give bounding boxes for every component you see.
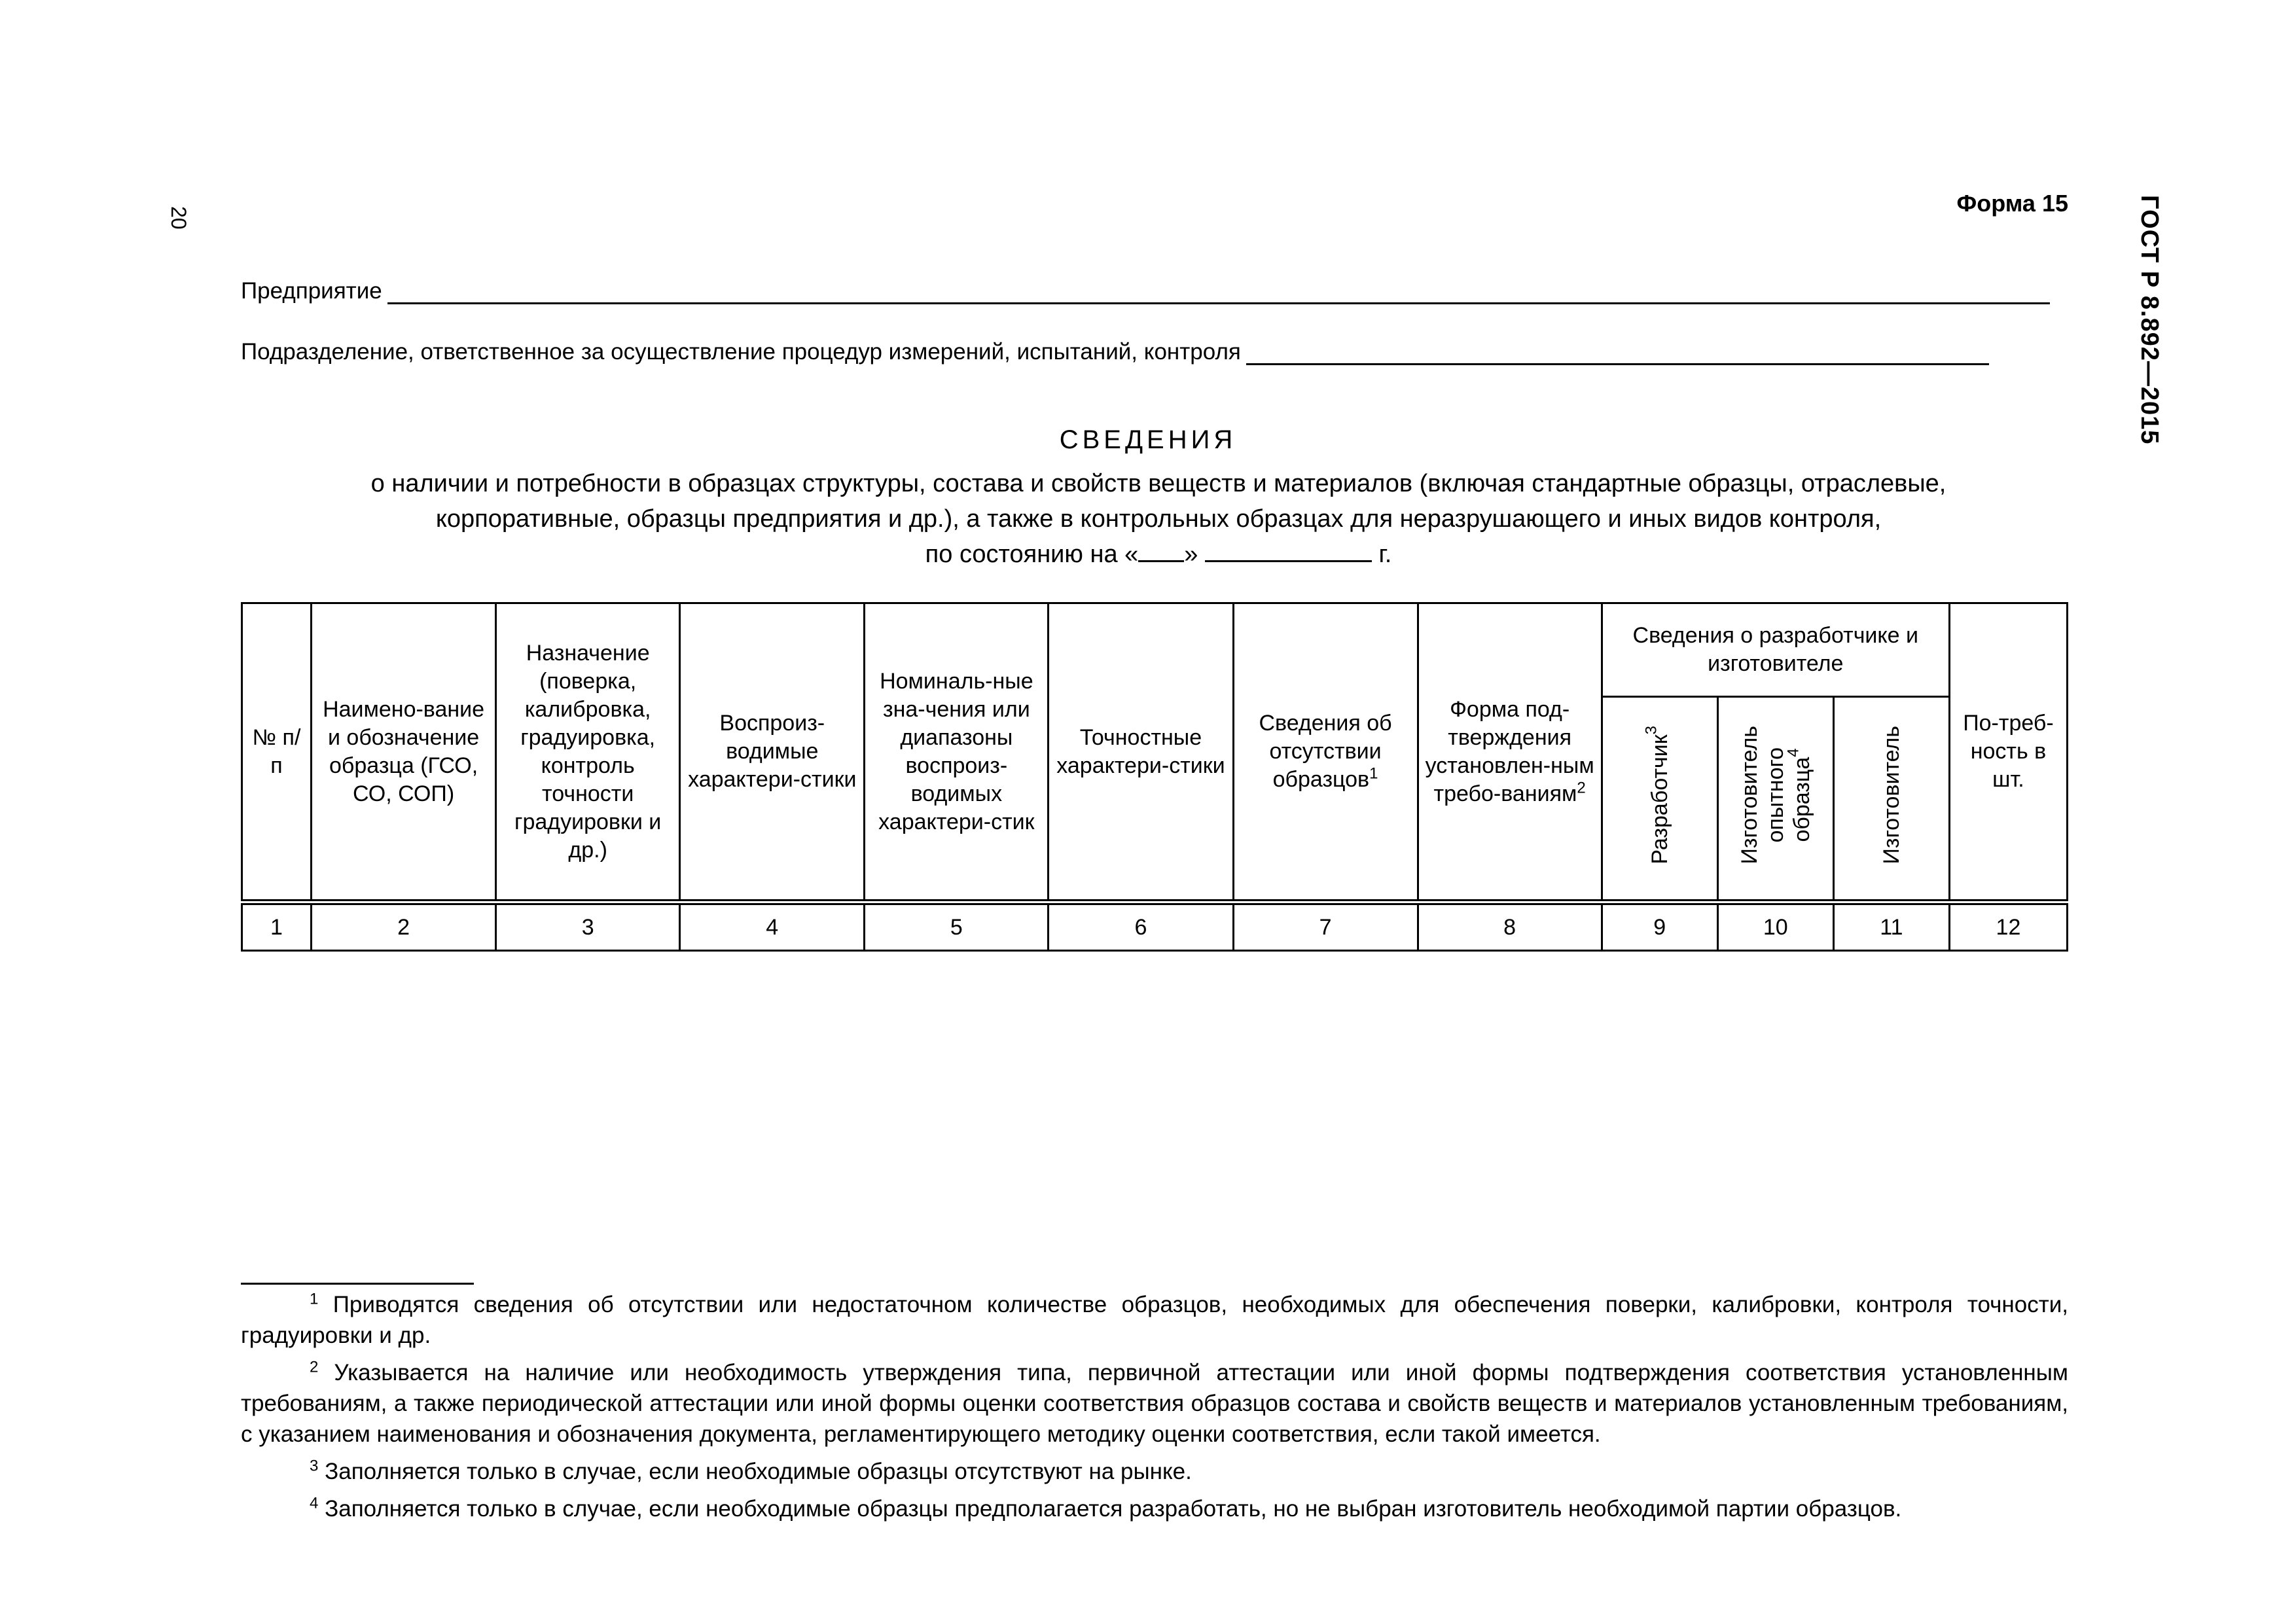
enterprise-input-line[interactable] xyxy=(387,281,2050,304)
header-prototype-maker-line-1: Изготовитель xyxy=(1736,725,1762,865)
header-confirmation-form xyxy=(1418,603,1602,902)
footnote-3-number: 3 xyxy=(310,1457,319,1475)
standard-code: ГОСТ Р 8.892—2015 xyxy=(2136,195,2163,445)
header-absence-info xyxy=(1233,603,1418,902)
footnote-1-text: Приводятся сведения об отсутствии или недостаточном количестве образцов, необходимых для обеспечения поверки, калибровки, контроля точности, градуировки и др. xyxy=(241,1292,2068,1348)
column-number: 1 xyxy=(242,902,312,951)
footnote-1-number: 1 xyxy=(310,1290,319,1308)
footnote-3-text: Заполняется только в случае, если необходимые образцы отсутствуют на рынке. xyxy=(325,1459,1192,1484)
column-number-row xyxy=(242,902,2068,951)
subdivision-field-row xyxy=(241,339,1989,365)
column-number: 6 xyxy=(1049,902,1233,951)
subtitle-line-3 xyxy=(275,537,2042,572)
column-number: 12 xyxy=(1949,902,2067,951)
subdivision-input-line[interactable] xyxy=(1246,342,1989,365)
footnote-2-text: Указывается на наличие или необходимость утверждения типа, первичной аттестации или иной формы подтверждения соответствия установленным требованиям, а также периодической аттестации или иной формы оценки соответствия образцов состава и свойств веществ и материалов установленным требованиям, с указанием наименования и обозначения документа, регламентирующего методику оценки соответствия, если такой имеется. xyxy=(241,1360,2068,1447)
date-suffix: г. xyxy=(1378,541,1392,568)
footnote-4 xyxy=(241,1493,2068,1524)
header-row-number: № п/п xyxy=(242,603,312,902)
date-mid: » xyxy=(1184,541,1198,568)
enterprise-label: Предприятие xyxy=(241,278,382,304)
document-subtitle xyxy=(275,466,2042,572)
header-prototype-maker xyxy=(1717,697,1833,902)
subtitle-line-2: корпоративные, образцы предприятия и др.), а также в контрольных образцах для неразрушающего и иных видов контроля, xyxy=(435,505,1882,533)
header-absence-info-text: Сведения об отсутствии образцов xyxy=(1259,711,1392,792)
header-manufacturer-vertical: Изготовитель xyxy=(1878,725,1904,865)
subtitle-line-1: о наличии и потребности в образцах структуры, состава и свойств веществ и материалов (включая стандартные образцы, отраслевые, xyxy=(370,470,1946,497)
header-demand: По-треб-ность в шт. xyxy=(1949,603,2067,902)
column-number: 10 xyxy=(1717,902,1833,951)
subdivision-label: Подразделение, ответственное за осуществление процедур измерений, испытаний, контроля xyxy=(241,339,1241,365)
header-developer xyxy=(1602,697,1717,902)
header-nominal-values: Номиналь-ные зна-чения или диапазоны воспроиз-водимых характери-стик xyxy=(865,603,1049,902)
column-number: 3 xyxy=(496,902,680,951)
footnote-ref-1: 1 xyxy=(1369,764,1378,783)
day-blank[interactable] xyxy=(1138,541,1184,562)
column-number: 5 xyxy=(865,902,1049,951)
column-number: 9 xyxy=(1602,902,1717,951)
date-prefix: по состоянию на « xyxy=(925,541,1139,568)
header-developer-vertical xyxy=(1642,725,1673,865)
header-sample-name: Наимено-вание и обозначение образца (ГСО, СО, СОП) xyxy=(312,603,496,902)
header-purpose: Назначение (поверка, калибровка, градуировка, контроль точности градуировки и др.) xyxy=(496,603,680,902)
document-title: СВЕДЕНИЯ xyxy=(1059,425,1237,454)
month-year-blank[interactable] xyxy=(1205,541,1372,562)
column-number: 11 xyxy=(1833,902,1949,951)
footnote-ref-3: 3 xyxy=(1642,725,1660,735)
footnote-1 xyxy=(241,1289,2068,1351)
column-number: 8 xyxy=(1418,902,1602,951)
header-prototype-maker-line-2: опытного xyxy=(1763,747,1788,843)
header-prototype-maker-vertical xyxy=(1736,726,1815,865)
footnote-3 xyxy=(241,1456,2068,1487)
footnote-4-number: 4 xyxy=(310,1494,319,1512)
header-prototype-maker-line-3: образца xyxy=(1789,757,1814,842)
footnotes xyxy=(241,1289,2068,1531)
column-number: 2 xyxy=(312,902,496,951)
header-reproduced-characteristics: Воспроиз-водимые характери-стики xyxy=(680,603,865,902)
header-confirmation-form-text: Форма под-тверждения установлен-ным требо-ваниям xyxy=(1425,696,1594,806)
form-label: Форма 15 xyxy=(1956,190,2068,217)
header-manufacturer xyxy=(1833,697,1949,902)
header-developer-text: Разработчик xyxy=(1647,734,1672,865)
column-number: 4 xyxy=(680,902,865,951)
footnote-ref-4: 4 xyxy=(1784,747,1803,757)
footnote-ref-2: 2 xyxy=(1577,779,1586,797)
page-number: 20 xyxy=(167,206,190,230)
info-table xyxy=(241,602,2068,952)
footnote-2-number: 2 xyxy=(310,1358,319,1376)
header-developer-group: Сведения о разработчике и изготовителе xyxy=(1602,603,1949,697)
header-accuracy-characteristics: Точностные характери-стики xyxy=(1049,603,1233,902)
enterprise-field-row xyxy=(241,278,2050,304)
footnote-2 xyxy=(241,1357,2068,1450)
column-number: 7 xyxy=(1233,902,1418,951)
footnote-divider xyxy=(241,1283,474,1285)
footnote-4-text: Заполняется только в случае, если необходимые образцы предполагается разработать, но не выбран изготовитель необходимой партии образцов. xyxy=(325,1496,1902,1522)
